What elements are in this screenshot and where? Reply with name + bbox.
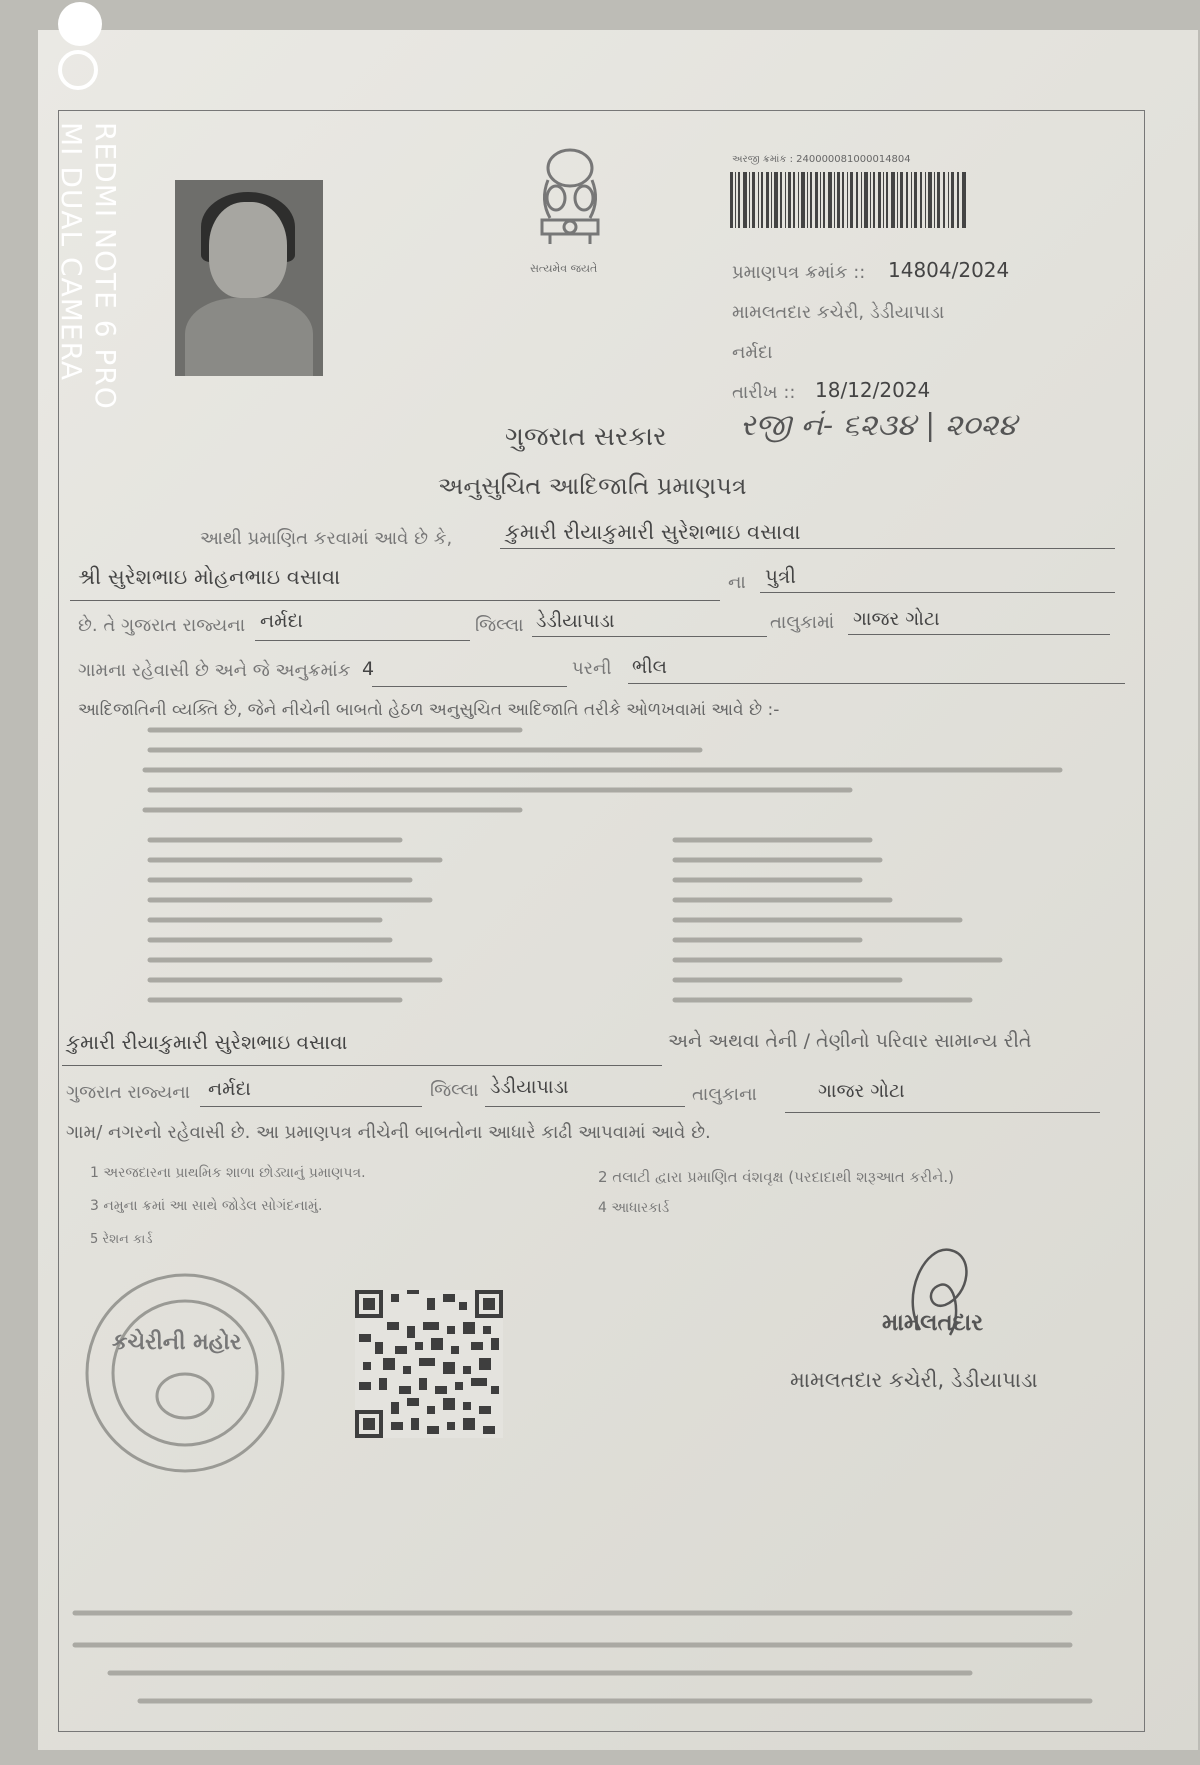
- certificate-number: 14804/2024: [888, 258, 1010, 282]
- applicant-photo: [175, 180, 323, 376]
- order-references-text: [140, 722, 1080, 1012]
- applicant-name: કુમારી રીયાકુમારી સુરેશભાઇ વસાવા: [505, 520, 801, 544]
- taluka-label: તાલુકામાં: [770, 612, 835, 633]
- resident-label: ગામના રહેવાસી છે અને જે અનુક્રમાંક: [78, 660, 351, 681]
- state-label: છે. તે ગુજરાત રાજ્યના: [78, 615, 246, 636]
- government-name: ગુજરાત સરકાર: [505, 422, 667, 452]
- document-item: 2 તલાટી દ્વારા પ્રમાણિત વંશવૃક્ષ (પરદાદાથી શરૂઆત કરીને.): [598, 1168, 955, 1186]
- district-label-2: જિલ્લા: [430, 1080, 479, 1101]
- document-item: 4 આધારકાર્ડ: [598, 1200, 670, 1216]
- signatory-office: મામલતદાર કચેરી, ડેડીયાપાડા: [790, 1368, 1038, 1392]
- certify-label: આથી પ્રમાણિત કરવામાં આવે છે કે,: [200, 528, 453, 549]
- caste-value: ભીલ: [632, 656, 667, 678]
- state-label-2: ગુજરાત રાજ્યના: [66, 1082, 191, 1103]
- issuing-district: નર્મદા: [732, 342, 773, 363]
- document-item: 3 નમુના ક્રમાં આ સાથે જોડેલ સોગંદનામું.: [90, 1198, 323, 1214]
- issue-date: 18/12/2024: [815, 378, 931, 402]
- village-value: ગાજર ગોટા: [853, 608, 940, 630]
- camera-dot-icon: [58, 2, 102, 46]
- applicant-name-repeat: કુમારી રીયાકુમારી સુરેશભાઇ વસાવા: [66, 1030, 348, 1054]
- office-seal: [80, 1268, 290, 1478]
- taluka-value-2: ડેડીયાપાડા: [490, 1076, 569, 1098]
- document-item: 5 રેશન કાર્ડ: [90, 1232, 153, 1247]
- national-emblem-icon: [520, 140, 620, 270]
- taluka-label-2: તાલુકાના: [692, 1084, 757, 1105]
- certificate-number-label: પ્રમાણપત્ર ક્રમાંક ::: [732, 262, 866, 283]
- document-item: 1 અરજદારના પ્રાથમિક શાળા છોડ્યાનું પ્રમાણપત્ર.: [90, 1165, 366, 1181]
- camera-ring-icon: [58, 50, 98, 90]
- caste-label: પરની: [572, 658, 612, 679]
- date-label: તારીખ ::: [732, 382, 796, 403]
- camera-watermark: REDMI NOTE 6 PRO MI DUAL CAMERA: [55, 122, 122, 410]
- village-value-2: ગાજર ગોટા: [818, 1080, 905, 1102]
- application-number: અરજી ક્રમાંક : 240000081000014804: [732, 154, 911, 165]
- district-value: નર્મદા: [260, 610, 303, 632]
- basis-statement: ગામ/ નગરનો રહેવાસી છે. આ પ્રમાણપત્ર નીચેની બાબતોના આધારે કાઢી આપવામાં આવે છે.: [66, 1122, 711, 1143]
- emblem-caption: સત્યમેવ જયતે: [530, 262, 598, 275]
- district-label: જિલ્લા: [475, 615, 524, 636]
- serial-number: 4: [362, 658, 375, 680]
- relation: પુત્રી: [765, 564, 796, 588]
- footer-notes-text: [70, 1605, 1110, 1725]
- barcode: [730, 172, 970, 228]
- signatory-title: મામલતદાર: [882, 1310, 984, 1336]
- issuing-office: મામલતદાર કચેરી, ડેડીયાપાડા: [732, 302, 945, 323]
- verification-qr-code: [355, 1290, 503, 1438]
- district-value-2: નર્મદા: [208, 1078, 251, 1100]
- father-name: શ્રી સુરેશભાઇ મોહનભાઇ વસાવા: [78, 565, 341, 589]
- relation-label: ના: [728, 572, 746, 593]
- certificate-title: અનુસુચિત આદિજાતિ પ્રમાણપત્ર: [438, 472, 747, 500]
- seal-text: કચેરીની મહોર: [112, 1330, 242, 1355]
- taluka-value: ડેડીયાપાડા: [536, 610, 615, 632]
- handwritten-reference: રજી નં- ૬૨૩૪ | ૨૦૨૪: [740, 408, 1017, 443]
- tribe-statement: આદિજાતિની વ્યક્તિ છે, જેને નીચેની બાબતો હેઠળ અનુસુચિત આદિજાતિ તરીકે ઓળખવામાં આવે છે :-: [78, 700, 780, 720]
- family-statement: અને અથવા તેની / તેણીનો પરિવાર સામાન્ય રીતે: [668, 1030, 1032, 1052]
